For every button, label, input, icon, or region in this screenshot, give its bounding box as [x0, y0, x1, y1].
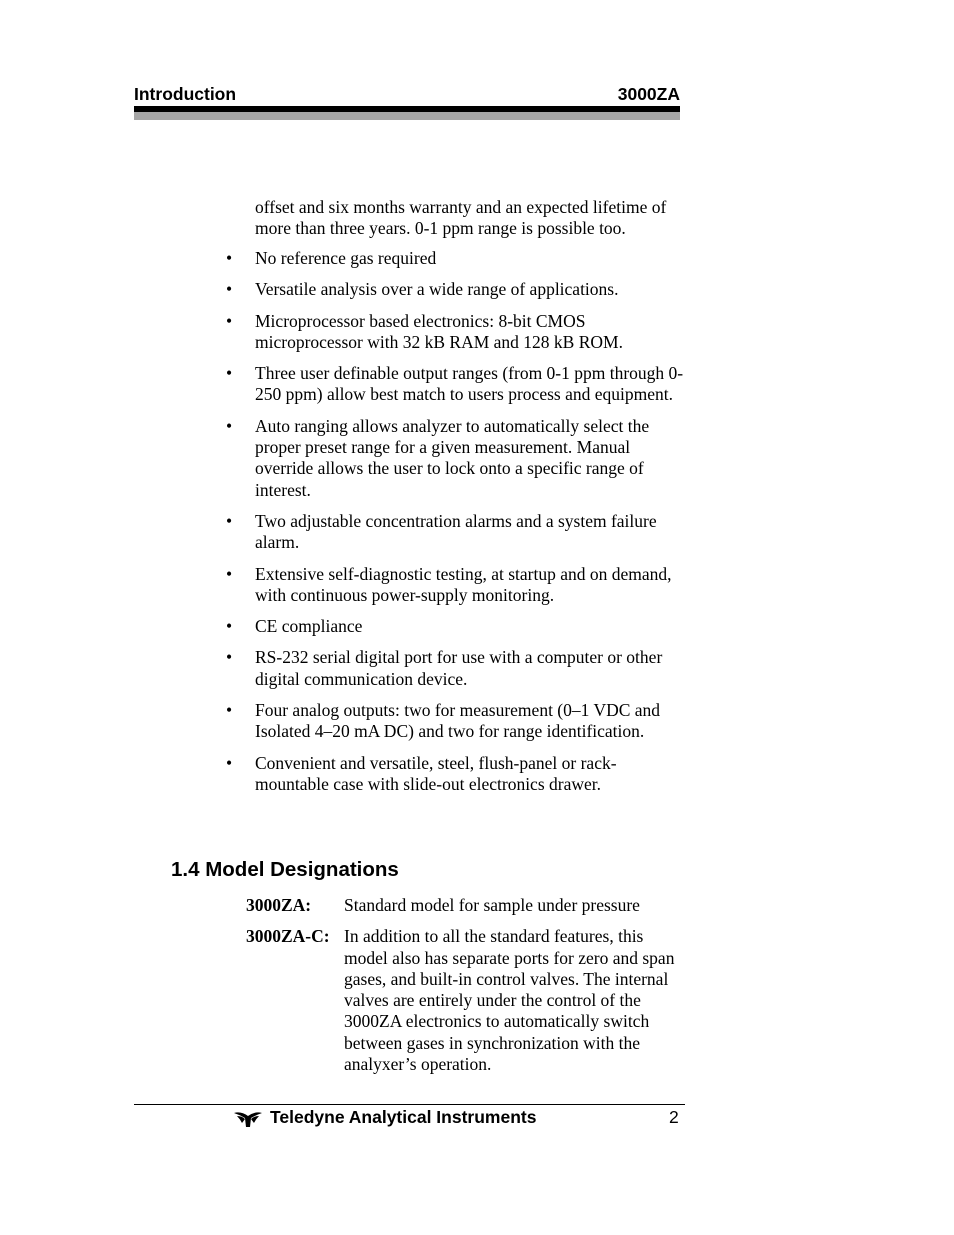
bullet-icon: •	[226, 510, 233, 531]
bullet-icon: •	[226, 700, 233, 721]
list-item	[226, 279, 686, 300]
definition-description: In addition to all the standard features, this model also has separate ports for zero and span gases, and built-in control valves. The internal valves are entirely under the control of the 3000ZA electronics to automatically switch between gases in synchronization with the analyxer’s operation.	[344, 926, 675, 1075]
list-item-text: Four analog outputs: two for measurement (0–1 VDC and Isolated 4–20 mA DC) and two for range identification.	[255, 700, 661, 742]
header-section-title: Introduction	[134, 84, 237, 104]
footer-rule	[134, 1104, 685, 1105]
footer-company-name: Teledyne Analytical Instruments	[270, 1107, 537, 1127]
bullet-icon: •	[226, 310, 233, 331]
list-item	[226, 564, 686, 607]
header-rule-gray	[134, 112, 680, 120]
list-item	[226, 248, 686, 269]
list-item	[226, 647, 686, 690]
list-item-text: Three user definable output ranges (from 0-1 ppm through 0-250 ppm) allow best match to users process and equipment.	[255, 363, 684, 405]
list-item-text: RS-232 serial digital port for use with a computer or other digital communication device.	[255, 647, 663, 689]
definition-term: 3000ZA-C:	[246, 926, 330, 947]
list-item-text: Auto ranging allows analyzer to automatically select the proper preset range for a given measurement. Manual override allows the user to lock onto a specific range of interest.	[255, 415, 650, 500]
bullet-icon: •	[226, 752, 233, 773]
list-item-text: No reference gas required	[255, 248, 437, 268]
list-item	[226, 511, 686, 554]
bullet-icon: •	[226, 563, 233, 584]
bullet-icon: •	[226, 363, 233, 384]
list-item	[226, 311, 686, 354]
list-item	[226, 700, 686, 743]
list-item	[226, 616, 686, 637]
list-item	[226, 753, 686, 796]
list-item	[226, 416, 686, 501]
definition-term: 3000ZA:	[246, 895, 312, 915]
list-item	[226, 363, 686, 406]
list-item-text: Convenient and versatile, steel, flush-panel or rack-mountable case with slide-out electronics drawer.	[255, 752, 617, 794]
list-item-text: Two adjustable concentration alarms and a system failure alarm.	[255, 510, 657, 553]
teledyne-logo-icon	[233, 1110, 263, 1128]
definition-row	[246, 926, 686, 1075]
bullet-icon: •	[226, 616, 233, 637]
list-item-text: Versatile analysis over a wide range of applications.	[255, 279, 619, 300]
feature-list	[226, 248, 686, 805]
bullet-icon: •	[226, 415, 233, 436]
definition-description: Standard model for sample under pressure	[344, 895, 640, 915]
section-heading: 1.4 Model Designations	[171, 858, 399, 881]
page-number: 2	[669, 1107, 679, 1127]
model-definitions	[246, 895, 686, 1085]
bullet-icon: •	[226, 647, 233, 668]
continued-paragraph: offset and six months warranty and an expected lifetime of more than three years. 0-1 ppm range is possible too.	[255, 197, 667, 239]
list-item-text: Microprocessor based electronics: 8-bit CMOS microprocessor with 32 kB RAM and 128 kB ROM.	[255, 310, 623, 352]
list-item-text: CE compliance	[255, 616, 363, 637]
definition-row	[246, 895, 686, 916]
page-header	[134, 84, 680, 108]
bullet-icon: •	[226, 279, 233, 300]
list-item-text: Extensive self-diagnostic testing, at startup and on demand, with continuous power-supply monitoring.	[255, 563, 672, 605]
header-model-name: 3000ZA	[617, 84, 680, 104]
bullet-icon: •	[226, 248, 233, 268]
